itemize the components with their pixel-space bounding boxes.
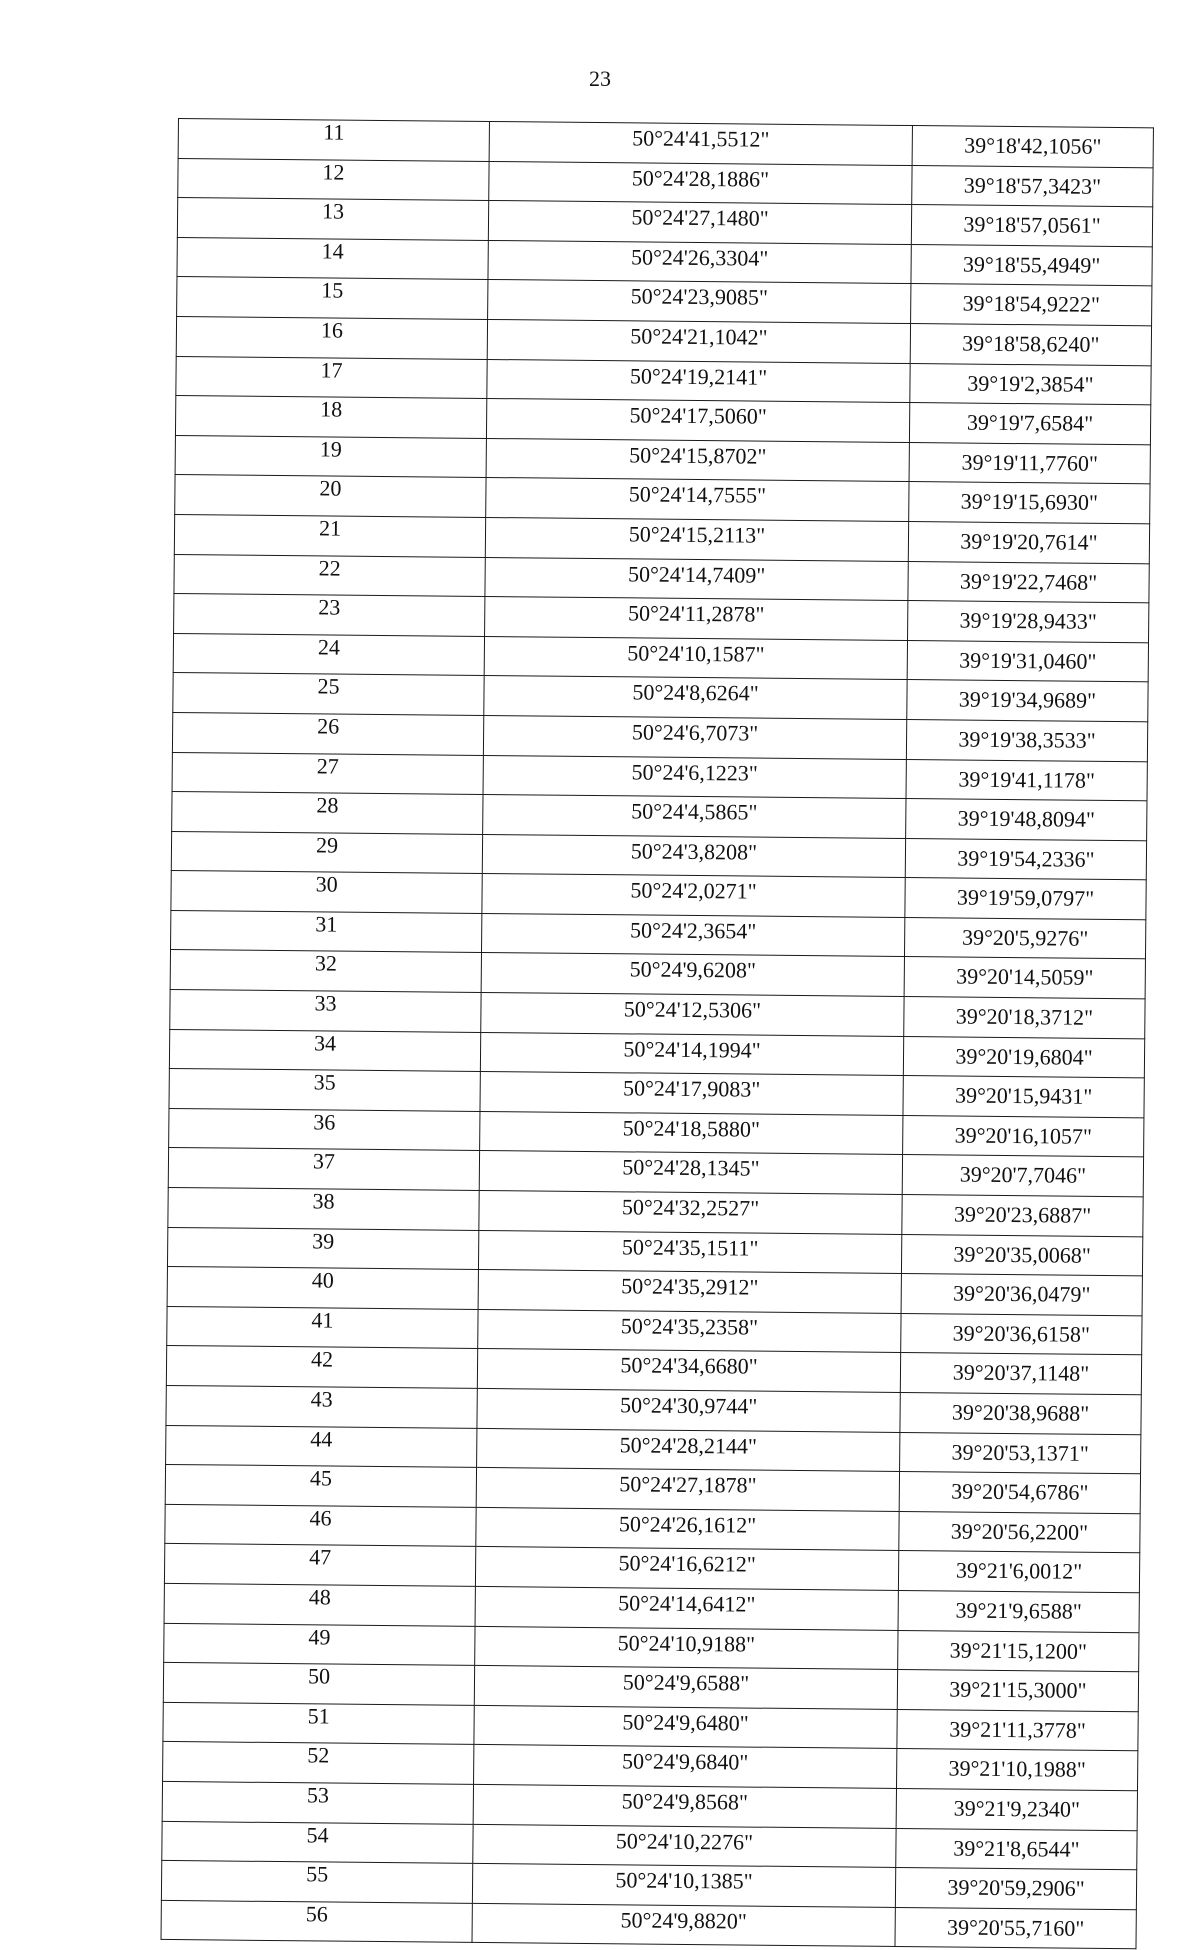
point-number-cell: 28 [172, 792, 483, 835]
latitude-cell: 50°24'4,5865" [483, 795, 906, 839]
point-number-cell: 11 [178, 119, 489, 162]
point-number-cell: 38 [168, 1187, 479, 1230]
longitude-cell: 39°20'23,6887" [902, 1195, 1143, 1237]
point-number-cell: 44 [166, 1425, 477, 1468]
longitude-cell: 39°21'8,6544" [896, 1828, 1137, 1870]
point-number-cell: 30 [171, 871, 482, 914]
longitude-cell: 39°19'41,1178" [906, 759, 1147, 801]
longitude-cell: 39°20'37,1148" [900, 1353, 1141, 1395]
point-number-cell: 39 [167, 1227, 478, 1270]
longitude-cell: 39°21'15,1200" [898, 1630, 1139, 1672]
longitude-cell: 39°21'15,3000" [897, 1670, 1138, 1712]
latitude-cell: 50°24'26,3304" [488, 240, 911, 284]
latitude-cell: 50°24'21,1042" [487, 319, 910, 363]
point-number-cell: 34 [169, 1029, 480, 1072]
table-row [161, 1900, 1136, 1949]
point-number-cell: 50 [163, 1663, 474, 1706]
longitude-cell: 39°19'38,3533" [906, 719, 1147, 761]
latitude-cell: 50°24'27,1878" [476, 1468, 899, 1512]
point-number-cell: 43 [166, 1385, 477, 1428]
longitude-cell: 39°18'55,4949" [911, 244, 1152, 286]
point-number-cell: 47 [164, 1544, 475, 1587]
point-number-cell: 35 [169, 1069, 480, 1112]
longitude-cell: 39°18'57,3423" [912, 165, 1153, 207]
latitude-cell: 50°24'28,1886" [489, 161, 912, 205]
longitude-cell: 39°20'35,0068" [901, 1234, 1142, 1276]
point-number-cell: 33 [170, 990, 481, 1033]
point-number-cell: 26 [172, 712, 483, 755]
longitude-cell: 39°19'54,2336" [905, 838, 1146, 880]
point-number-cell: 51 [163, 1702, 474, 1745]
latitude-cell: 50°24'35,1511" [478, 1230, 901, 1274]
longitude-cell: 39°19'22,7468" [908, 561, 1149, 603]
latitude-cell: 50°24'17,5060" [486, 399, 909, 443]
latitude-cell: 50°24'14,7409" [485, 557, 908, 601]
latitude-cell: 50°24'14,1994" [480, 1032, 903, 1076]
longitude-cell: 39°20'18,3712" [904, 997, 1145, 1039]
point-number-cell: 19 [175, 435, 486, 478]
latitude-cell: 50°24'10,2276" [473, 1824, 896, 1868]
point-number-cell: 25 [173, 673, 484, 716]
point-number-cell: 22 [174, 554, 485, 597]
point-number-cell: 32 [170, 950, 481, 993]
longitude-cell: 39°19'20,7614" [908, 521, 1149, 563]
longitude-cell: 39°20'55,7160" [895, 1907, 1136, 1949]
point-number-cell: 37 [168, 1148, 479, 1191]
longitude-cell: 39°20'14,5059" [904, 957, 1145, 999]
longitude-cell: 39°19'34,9689" [907, 680, 1148, 722]
latitude-cell: 50°24'10,1587" [484, 636, 907, 680]
latitude-cell: 50°24'12,5306" [481, 993, 904, 1037]
latitude-cell: 50°24'28,1345" [479, 1151, 902, 1195]
point-number-cell: 49 [164, 1623, 475, 1666]
longitude-cell: 39°21'9,6588" [898, 1590, 1139, 1632]
latitude-cell: 50°24'32,2527" [479, 1190, 902, 1234]
longitude-cell: 39°19'59,0797" [905, 878, 1146, 920]
latitude-cell: 50°24'10,1385" [472, 1864, 895, 1908]
longitude-cell: 39°20'7,7046" [902, 1155, 1143, 1197]
point-number-cell: 55 [161, 1861, 472, 1904]
longitude-cell: 39°21'6,0012" [898, 1551, 1139, 1593]
latitude-cell: 50°24'10,9188" [475, 1626, 898, 1670]
point-number-cell: 56 [161, 1900, 472, 1943]
longitude-cell: 39°20'15,9431" [903, 1076, 1144, 1118]
point-number-cell: 41 [167, 1306, 478, 1349]
point-number-cell: 17 [176, 356, 487, 399]
longitude-cell: 39°21'11,3778" [897, 1709, 1138, 1751]
latitude-cell: 50°24'15,2113" [485, 517, 908, 561]
latitude-cell: 50°24'14,6412" [475, 1586, 898, 1630]
longitude-cell: 39°21'10,1988" [896, 1749, 1137, 1791]
latitude-cell: 50°24'23,9085" [488, 280, 911, 324]
longitude-cell: 39°19'11,7760" [909, 442, 1150, 484]
latitude-cell: 50°24'6,7073" [483, 715, 906, 759]
latitude-cell: 50°24'14,7555" [486, 478, 909, 522]
latitude-cell: 50°24'17,9083" [480, 1072, 903, 1116]
latitude-cell: 50°24'6,1223" [483, 755, 906, 799]
point-number-cell: 31 [171, 910, 482, 953]
point-number-cell: 54 [162, 1821, 473, 1864]
latitude-cell: 50°24'28,2144" [477, 1428, 900, 1472]
latitude-cell: 50°24'3,8208" [482, 834, 905, 878]
coordinates-table [161, 118, 1154, 1950]
point-number-cell: 16 [176, 316, 487, 359]
latitude-cell: 50°24'9,6208" [481, 953, 904, 997]
point-number-cell: 48 [164, 1583, 475, 1626]
longitude-cell: 39°19'7,6584" [909, 403, 1150, 445]
longitude-cell: 39°20'19,6804" [903, 1036, 1144, 1078]
point-number-cell: 15 [177, 277, 488, 320]
point-number-cell: 52 [163, 1742, 474, 1785]
coordinates-table-body [161, 119, 1153, 1950]
point-number-cell: 23 [174, 594, 485, 637]
point-number-cell: 53 [162, 1781, 473, 1824]
latitude-cell: 50°24'2,3654" [481, 913, 904, 957]
point-number-cell: 20 [175, 475, 486, 518]
point-number-cell: 42 [166, 1346, 477, 1389]
latitude-cell: 50°24'9,8820" [472, 1903, 895, 1947]
longitude-cell: 39°20'56,2200" [899, 1511, 1140, 1553]
latitude-cell: 50°24'11,2878" [485, 597, 908, 641]
longitude-cell: 39°20'38,9688" [900, 1392, 1141, 1434]
point-number-cell: 21 [174, 514, 485, 557]
latitude-cell: 50°24'8,6264" [484, 676, 907, 720]
longitude-cell: 39°20'36,6158" [901, 1313, 1142, 1355]
longitude-cell: 39°20'53,1371" [900, 1432, 1141, 1474]
longitude-cell: 39°20'16,1057" [903, 1115, 1144, 1157]
latitude-cell: 50°24'15,8702" [486, 438, 909, 482]
longitude-cell: 39°20'36,0479" [901, 1274, 1142, 1316]
point-number-cell: 24 [173, 633, 484, 676]
longitude-cell: 39°20'5,9276" [904, 917, 1145, 959]
point-number-cell: 13 [177, 198, 488, 241]
point-number-cell: 18 [175, 396, 486, 439]
point-number-cell: 14 [177, 237, 488, 280]
latitude-cell: 50°24'9,6840" [474, 1745, 897, 1789]
longitude-cell: 39°19'48,8094" [906, 799, 1147, 841]
longitude-cell: 39°21'9,2340" [896, 1788, 1137, 1830]
latitude-cell: 50°24'26,1612" [476, 1507, 899, 1551]
longitude-cell: 39°19'2,3854" [910, 363, 1151, 405]
latitude-cell: 50°24'9,6480" [474, 1705, 897, 1749]
latitude-cell: 50°24'18,5880" [480, 1111, 903, 1155]
longitude-cell: 39°20'54,6786" [899, 1472, 1140, 1514]
latitude-cell: 50°24'9,8568" [473, 1784, 896, 1828]
latitude-cell: 50°24'41,5512" [489, 121, 912, 165]
point-number-cell: 46 [165, 1504, 476, 1547]
point-number-cell: 36 [169, 1108, 480, 1151]
latitude-cell: 50°24'2,0271" [482, 874, 905, 918]
point-number-cell: 40 [167, 1267, 478, 1310]
point-number-cell: 12 [178, 158, 489, 201]
page-number: 23 [589, 66, 611, 91]
point-number-cell: 45 [165, 1465, 476, 1508]
point-number-cell: 27 [172, 752, 483, 795]
longitude-cell: 39°19'28,9433" [908, 601, 1149, 643]
latitude-cell: 50°24'30,9744" [477, 1388, 900, 1432]
longitude-cell: 39°19'31,0460" [907, 640, 1148, 682]
latitude-cell: 50°24'19,2141" [487, 359, 910, 403]
longitude-cell: 39°18'58,6240" [910, 324, 1151, 366]
longitude-cell: 39°19'15,6930" [909, 482, 1150, 524]
latitude-cell: 50°24'35,2912" [478, 1270, 901, 1314]
point-number-cell: 29 [171, 831, 482, 874]
longitude-cell: 39°18'54,9222" [911, 284, 1152, 326]
longitude-cell: 39°18'42,1056" [912, 126, 1153, 168]
latitude-cell: 50°24'27,1480" [488, 201, 911, 245]
latitude-cell: 50°24'34,6680" [477, 1349, 900, 1393]
latitude-cell: 50°24'9,6588" [474, 1666, 897, 1710]
longitude-cell: 39°18'57,0561" [911, 205, 1152, 247]
latitude-cell: 50°24'16,6212" [475, 1547, 898, 1591]
longitude-cell: 39°20'59,2906" [895, 1868, 1136, 1910]
latitude-cell: 50°24'35,2358" [478, 1309, 901, 1353]
